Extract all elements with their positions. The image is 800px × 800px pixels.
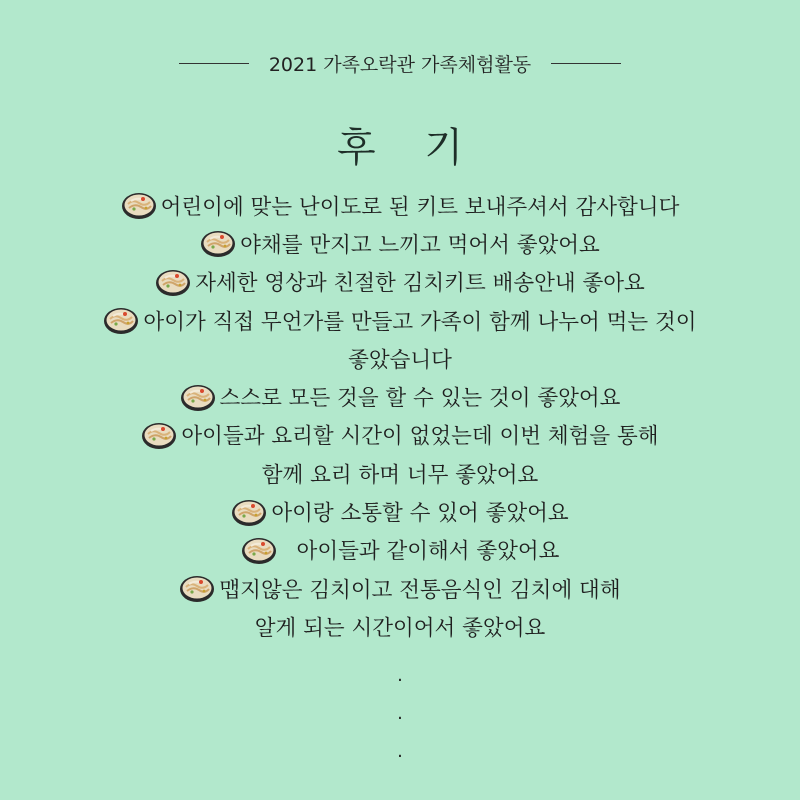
- review-line: [0, 301, 800, 339]
- ellipsis-dot: .: [397, 740, 403, 762]
- review-line-continued: [0, 454, 800, 492]
- review-text: 어린이에 맞는 난이도로 된 키트 보내주셔서 감사합니다: [160, 194, 680, 220]
- review-text: 아이들과 같이해서 좋았어요: [296, 539, 560, 565]
- kimchi-bowl-icon: [231, 496, 267, 528]
- ellipsis-dot: .: [397, 664, 403, 686]
- review-text: 스스로 모든 것을 할 수 있는 것이 좋았어요: [219, 386, 621, 412]
- review-line-continued: [0, 339, 800, 377]
- review-text: 좋았습니다: [348, 347, 452, 373]
- review-text: 맵지않은 김치이고 전통음식인 김치에 대해: [219, 577, 621, 603]
- right-divider: [551, 63, 621, 64]
- review-text: 자세한 영상과 친절한 김치키트 배송안내 좋아요: [195, 271, 645, 297]
- review-line: [0, 569, 800, 607]
- review-line: [0, 224, 800, 262]
- left-divider: [179, 63, 249, 64]
- review-text: 아이랑 소통할 수 있어 좋았어요: [271, 501, 569, 527]
- review-text: 아이들과 요리할 시간이 없었는데 이번 체험을 통해: [181, 424, 659, 450]
- review-line-continued: [0, 607, 800, 645]
- review-text: 함께 요리 하며 너무 좋았어요: [261, 462, 539, 488]
- kimchi-bowl-icon: [103, 304, 139, 336]
- kimchi-bowl-icon: [141, 419, 177, 451]
- kimchi-bowl-icon: [121, 189, 157, 221]
- header: [0, 50, 800, 77]
- review-line: [0, 492, 800, 530]
- review-line: [0, 531, 800, 569]
- kimchi-bowl-icon: [179, 572, 215, 604]
- kimchi-bowl-icon: [241, 534, 277, 566]
- ellipsis: [0, 656, 800, 770]
- kimchi-bowl-icon: [180, 381, 216, 413]
- review-text: 알게 되는 시간이어서 좋았어요: [254, 615, 546, 641]
- review-line: [0, 186, 800, 224]
- page-subtitle: 2021 가족오락관 가족체험활동: [268, 54, 532, 76]
- ellipsis-dot: .: [397, 702, 403, 724]
- review-line: [0, 416, 800, 454]
- kimchi-bowl-icon: [200, 227, 236, 259]
- review-line: [0, 377, 800, 415]
- page-title: 후 기: [337, 125, 481, 171]
- review-text: 아이가 직접 무언가를 만들고 가족이 함께 나누어 먹는 것이: [143, 309, 697, 335]
- kimchi-bowl-icon: [155, 266, 191, 298]
- review-line: [0, 263, 800, 301]
- review-list: [0, 186, 800, 646]
- review-text: 야채를 만지고 느끼고 먹어서 좋았어요: [240, 232, 600, 258]
